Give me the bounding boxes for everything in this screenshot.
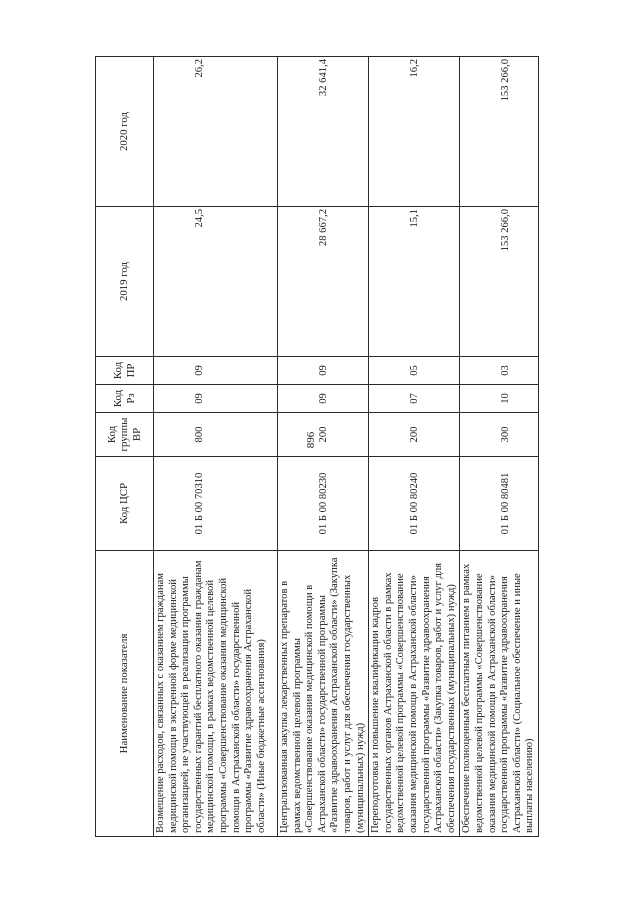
header-rz-code: Код Рз [96,385,154,413]
row-csr-cell: 01 Б 00 80481 [460,457,539,551]
row-2019-cell: 153 266,0 [460,207,539,357]
table-row [369,57,460,837]
row-rz-cell: 09 [154,385,278,413]
row-pr-cell: 05 [369,357,460,385]
budget-table [95,56,539,837]
row-name-cell: Переподготовка и повышение квалификации кадров государственных органов Астраханской области в рамках ведомственной целевой программы «Совершенствование оказания медицинской помощи в Астраханской области» государственной программы «Развитие здравоохранения Астраханской области» (Закупка товаров, работ и услуг для обеспечения государственных (муниципальных) нужд) [369,551,460,837]
table-row [154,57,278,837]
row-pr-cell: 03 [460,357,539,385]
table-row [460,57,539,837]
row-vr-cell: 800 [154,413,278,457]
table-row [278,57,369,837]
row-rz-cell: 07 [369,385,460,413]
row-2019-cell: 28 667,2 [278,207,369,357]
page-number: 896 [305,431,317,449]
row-csr-cell: 01 Б 00 70310 [154,457,278,551]
row-2019-cell: 15,1 [369,207,460,357]
rotated-table-container [95,57,536,837]
row-name-cell: Централизованная закупка лекарственных препаратов в рамках ведомственной целевой программы «Совершенствование оказания медицинской помощи в Астраханской области» государственной программы «Развитие здравоохранения Астраханской области» (Закупка товаров, работ и услуг для обеспечения государственных (муниципальных) нужд) [278,551,369,837]
row-2020-cell: 26,2 [154,57,278,207]
row-rz-cell: 10 [460,385,539,413]
header-2020: 2020 год [96,57,154,207]
row-vr-cell: 300 [460,413,539,457]
row-vr-cell: 200 [369,413,460,457]
row-csr-cell: 01 Б 00 80240 [369,457,460,551]
row-name-cell: Возмещение расходов, связанных с оказанием гражданам медицинской помощи в экстренной форме медицинской организацией, не участвующей в реализации программы государственных гарантий бесплатного оказания гражданам медицинской помощи, в рамках ведомственной целевой программы «Совершенствование оказания медицинской помощи в Астраханской области» государственной программы «Развитие здравоохранения Астраханской области» (Иные бюджетные ассигнования) [154,551,278,837]
row-rz-cell: 09 [278,385,369,413]
header-csr-code: Код ЦСР [96,457,154,551]
table-header-row [96,57,154,837]
row-pr-cell: 09 [154,357,278,385]
row-2020-cell: 153 266,0 [460,57,539,207]
header-vr-code: Код группы ВР [96,413,154,457]
header-pr-code: Код ПР [96,357,154,385]
header-name: Наименование показателя [96,551,154,837]
row-pr-cell: 09 [278,357,369,385]
table-rotation-frame [95,57,536,837]
row-2020-cell: 32 641,4 [278,57,369,207]
row-csr-cell: 01 Б 00 80230 [278,457,369,551]
row-2019-cell: 24,5 [154,207,278,357]
row-name-cell: Обеспечение полноценным бесплатным питанием в рамках ведомственной целевой программы «Совершенствование оказания медицинской помощи в Астраханской области» государственной программы «Развитие здравоохранения Астраханской области» (Социальное обеспечение и иные выплаты населению) [460,551,539,837]
row-2020-cell: 16,2 [369,57,460,207]
row-vr-cell: 200 [278,413,369,457]
header-2019: 2019 год [96,207,154,357]
